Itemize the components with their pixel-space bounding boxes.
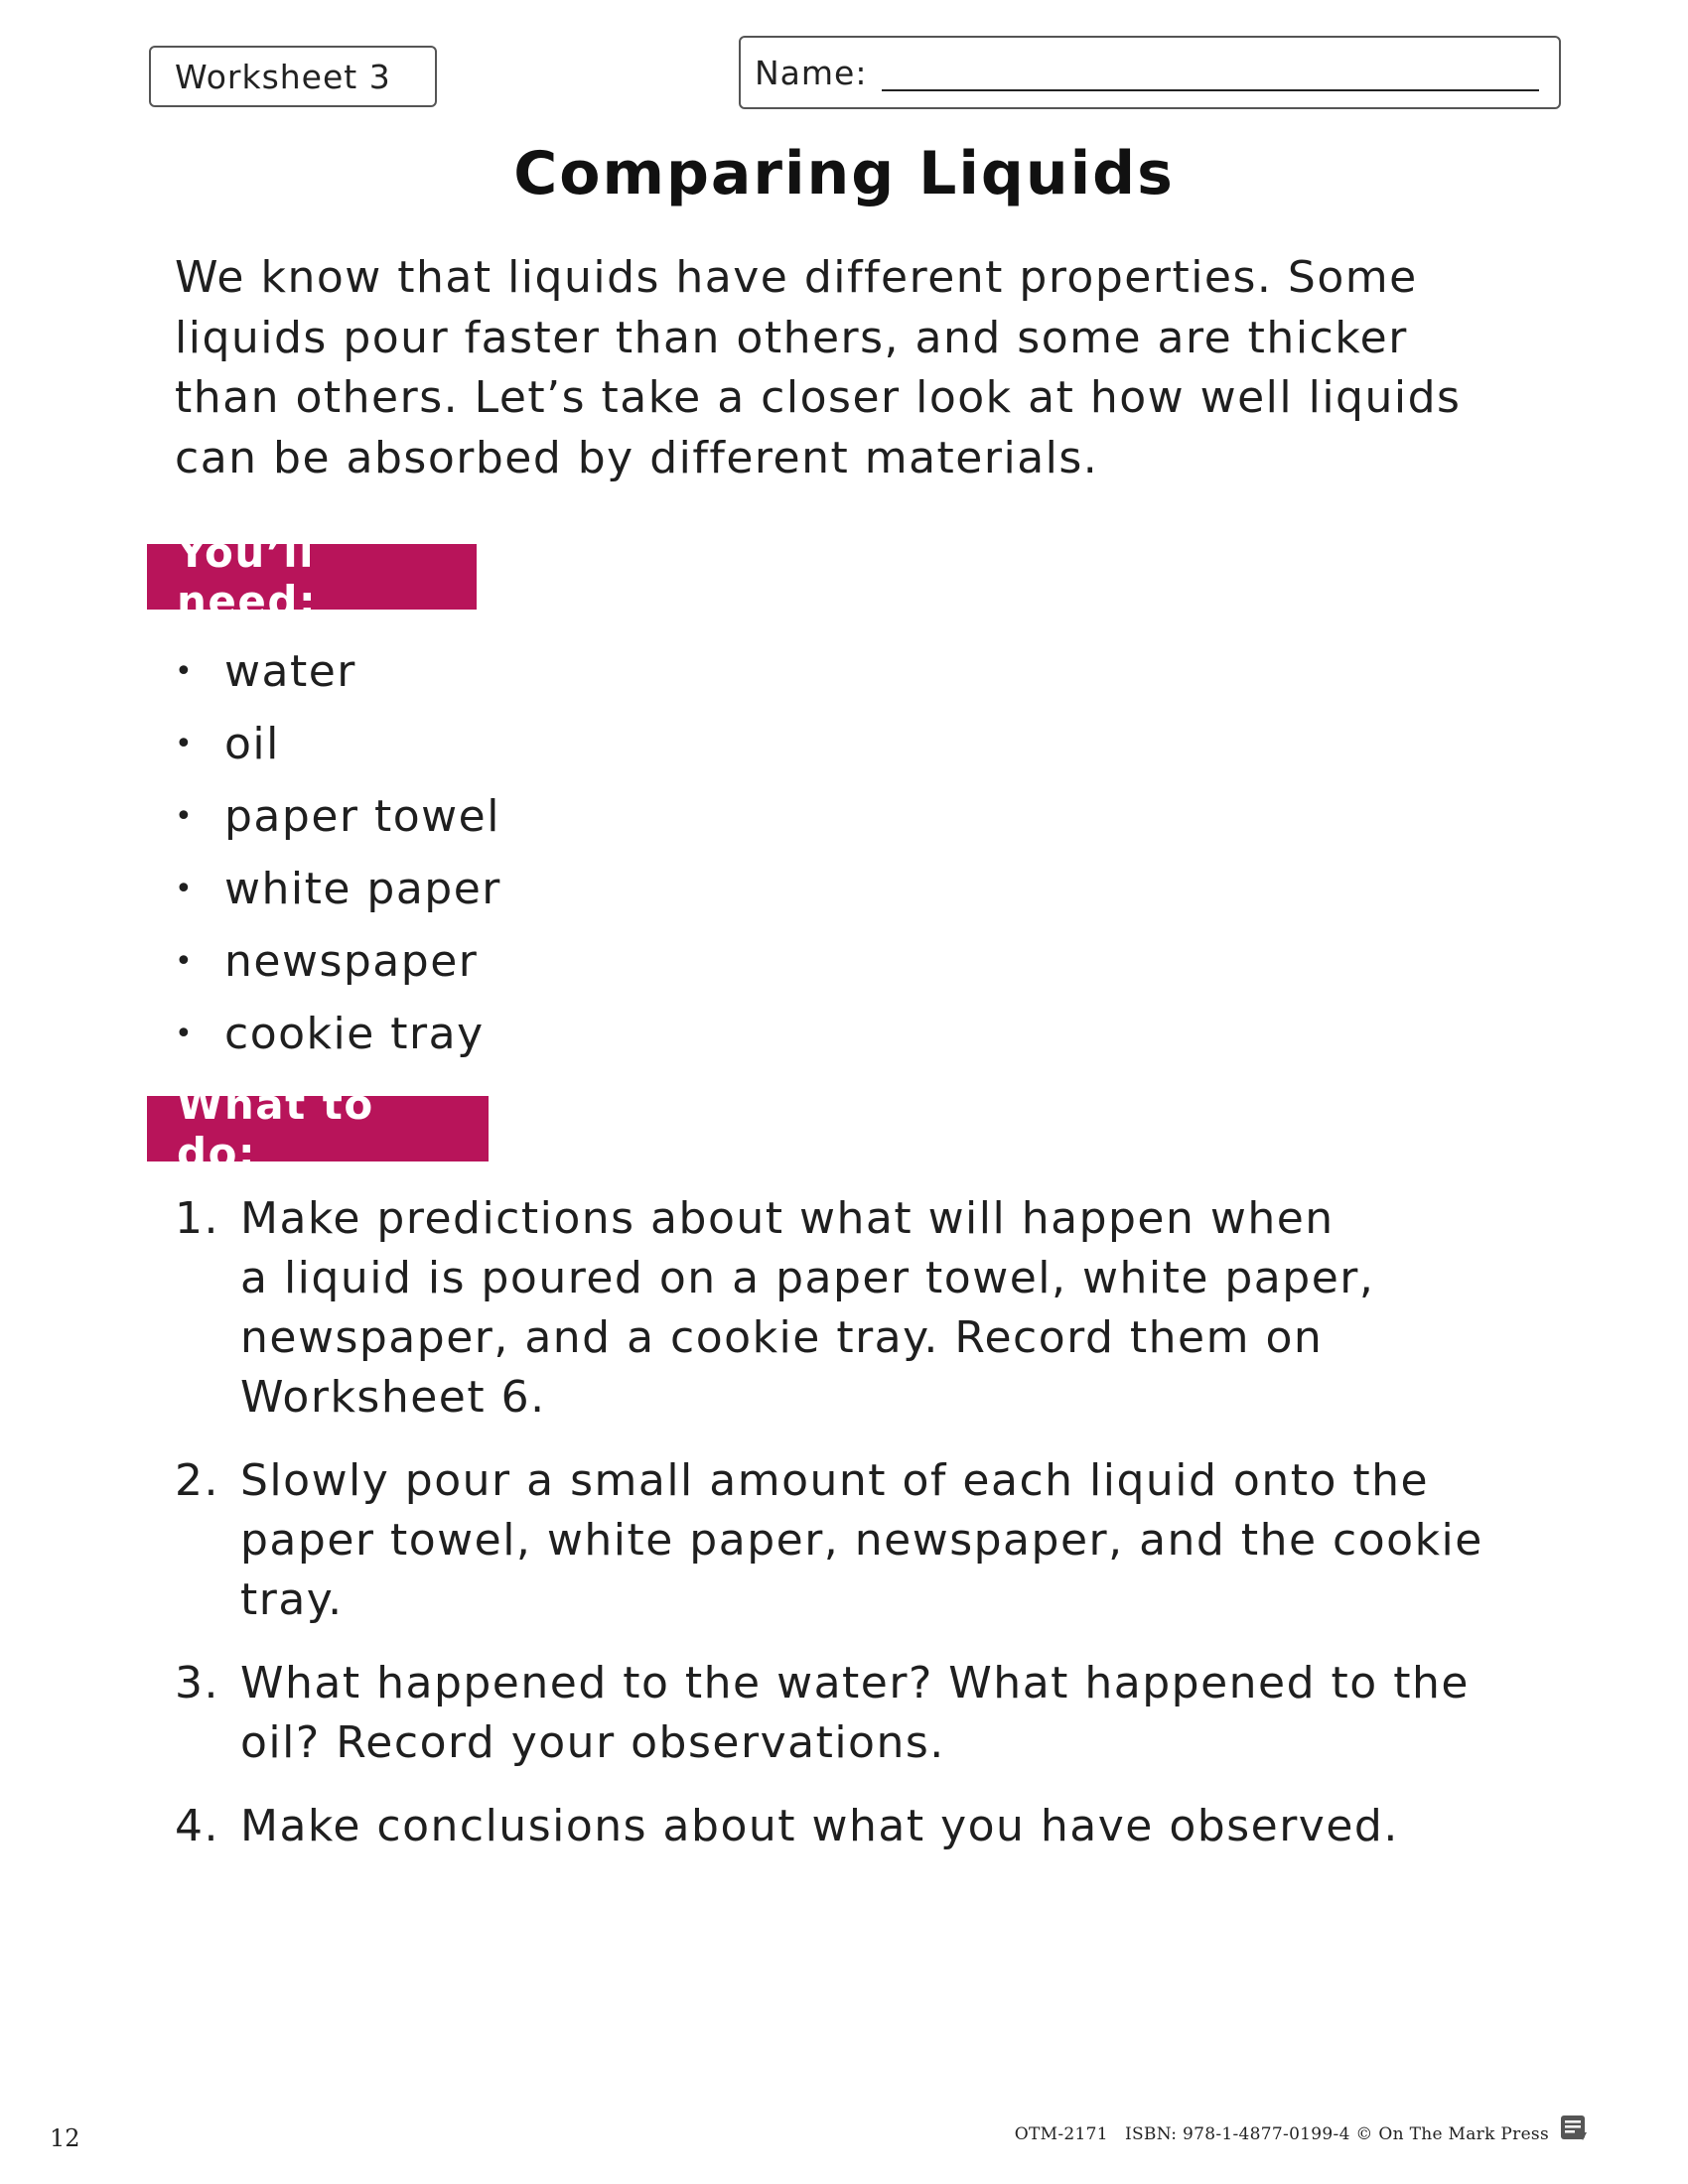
step-text	[240, 1451, 1525, 1630]
bullet-icon: •	[175, 1017, 195, 1051]
intro-line: We know that liquids have different properties. Some	[175, 252, 1418, 303]
step-item	[175, 1797, 1525, 1856]
publisher-footer: OTM-2171 ISBN: 978-1-4877-0199-4 © On The Mark Press	[1014, 2124, 1549, 2144]
book-logo-icon	[1559, 2113, 1589, 2142]
name-write-line[interactable]	[882, 89, 1539, 91]
list-item	[175, 998, 501, 1070]
bullet-icon: •	[175, 654, 195, 689]
intro-line: can be absorbed by different materials.	[175, 432, 1099, 483]
step-line: Make predictions about what will happen when	[240, 1193, 1335, 1244]
step-line: a liquid is poured on a paper towel, white paper,	[240, 1253, 1375, 1303]
needs-heading: You’ll need:	[147, 544, 477, 610]
list-item-label: oil	[224, 719, 280, 769]
step-item	[175, 1451, 1525, 1630]
step-line: What happened to the water? What happened to the	[240, 1658, 1470, 1708]
step-line: Make conclusions about what you have observed.	[240, 1801, 1399, 1851]
bullet-icon: •	[175, 872, 195, 906]
step-text	[240, 1654, 1525, 1773]
bullet-icon: •	[175, 944, 195, 979]
page-title: Comparing Liquids	[513, 139, 1175, 208]
list-item-label: cookie tray	[224, 1009, 485, 1059]
step-line: newspaper, and a cookie tray. Record them on	[240, 1312, 1324, 1363]
list-item	[175, 635, 501, 708]
list-item-label: paper towel	[224, 791, 500, 842]
step-line: Slowly pour a small amount of each liquid onto the	[240, 1455, 1430, 1506]
list-item	[175, 853, 501, 925]
list-item	[175, 925, 501, 998]
intro-paragraph	[175, 248, 1485, 488]
worksheet-label: Worksheet 3	[175, 57, 391, 96]
list-item-label: water	[224, 646, 356, 697]
steps-list	[175, 1189, 1525, 1880]
step-item	[175, 1654, 1525, 1773]
step-number: 2.	[175, 1455, 219, 1506]
step-line: oil? Record your observations.	[240, 1717, 945, 1768]
step-number: 4.	[175, 1801, 219, 1851]
step-number: 3.	[175, 1658, 219, 1708]
name-label: Name:	[755, 53, 868, 92]
step-line: paper towel, white paper, newspaper, and the cookie	[240, 1515, 1483, 1566]
todo-heading: What to do:	[147, 1096, 489, 1161]
step-text	[240, 1189, 1525, 1428]
list-item	[175, 780, 501, 853]
step-line: tray.	[240, 1574, 344, 1625]
list-item	[175, 708, 501, 780]
needs-list	[175, 635, 501, 1070]
intro-line: liquids pour faster than others, and some are thicker	[175, 312, 1408, 363]
intro-line: than others. Let’s take a closer look at how well liquids	[175, 372, 1462, 423]
list-item-label: white paper	[224, 864, 501, 914]
worksheet-label-box	[149, 46, 437, 107]
bullet-icon: •	[175, 799, 195, 834]
step-number: 1.	[175, 1193, 219, 1244]
bullet-icon: •	[175, 727, 195, 761]
step-text	[240, 1797, 1525, 1856]
list-item-label: newspaper	[224, 936, 479, 987]
name-field-box[interactable]	[739, 36, 1561, 109]
step-item	[175, 1189, 1525, 1428]
page-number: 12	[50, 2124, 80, 2152]
step-line: Worksheet 6.	[240, 1372, 546, 1423]
